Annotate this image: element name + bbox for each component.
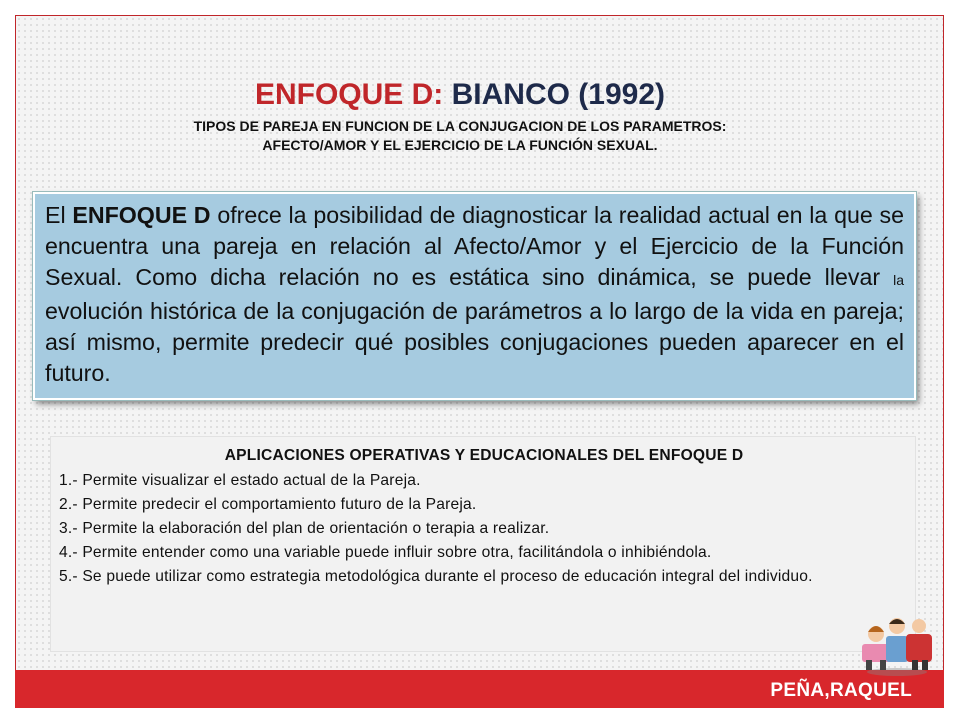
slide-title <box>0 78 920 112</box>
list-item: 1.- Permite visualizar el estado actual de la Pareja. <box>59 472 421 489</box>
list-item: 4.- Permite entender como una variable puede influir sobre otra, facilitándola o inhibiéndola. <box>59 544 712 561</box>
author-name: PEÑA,RAQUEL <box>770 680 912 701</box>
intro-part-3: evolución histórica de la conjugación de parámetros a lo largo de la vida en pareja; así mismo, permite predecir qué posibles conjugaciones pueden aparecer en el futuro. <box>45 298 904 386</box>
title-accent: ENFOQUE D: <box>254 78 444 111</box>
slide-subtitle <box>60 117 860 155</box>
intro-text-box <box>33 192 916 400</box>
intro-bold: ENFOQUE D <box>72 202 211 228</box>
intro-small: la <box>893 272 904 288</box>
intro-part-1: El <box>45 202 73 228</box>
title-rest: BIANCO (1992) <box>451 78 666 111</box>
list-item: 2.- Permite predecir el comportamiento futuro de la Pareja. <box>59 496 477 513</box>
list-item: 5.- Se puede utilizar como estrategia metodológica durante el proceso de educación integral del individuo. <box>59 568 813 585</box>
subtitle-line-2: AFECTO/AMOR Y EL EJERCICIO DE LA FUNCIÓN SEXUAL. <box>262 137 658 153</box>
subtitle-line-1: TIPOS DE PAREJA EN FUNCION DE LA CONJUGACION DE LOS PARAMETROS: <box>193 118 727 134</box>
intro-part-2: ofrece la posibilidad de diagnosticar la realidad actual en la que se encuentra una pareja en relación al Afecto/Amor y el Ejercicio de la Función Sexual. Como dicha relación no es estática sino dinámica, se puede llevar <box>45 202 905 290</box>
applications-box <box>50 436 916 652</box>
couple-clipart-icon <box>856 614 938 676</box>
list-item: 3.- Permite la elaboración del plan de orientación o terapia a realizar. <box>59 520 550 537</box>
applications-heading: APLICACIONES OPERATIVAS Y EDUCACIONALES DEL ENFOQUE D <box>224 447 744 464</box>
